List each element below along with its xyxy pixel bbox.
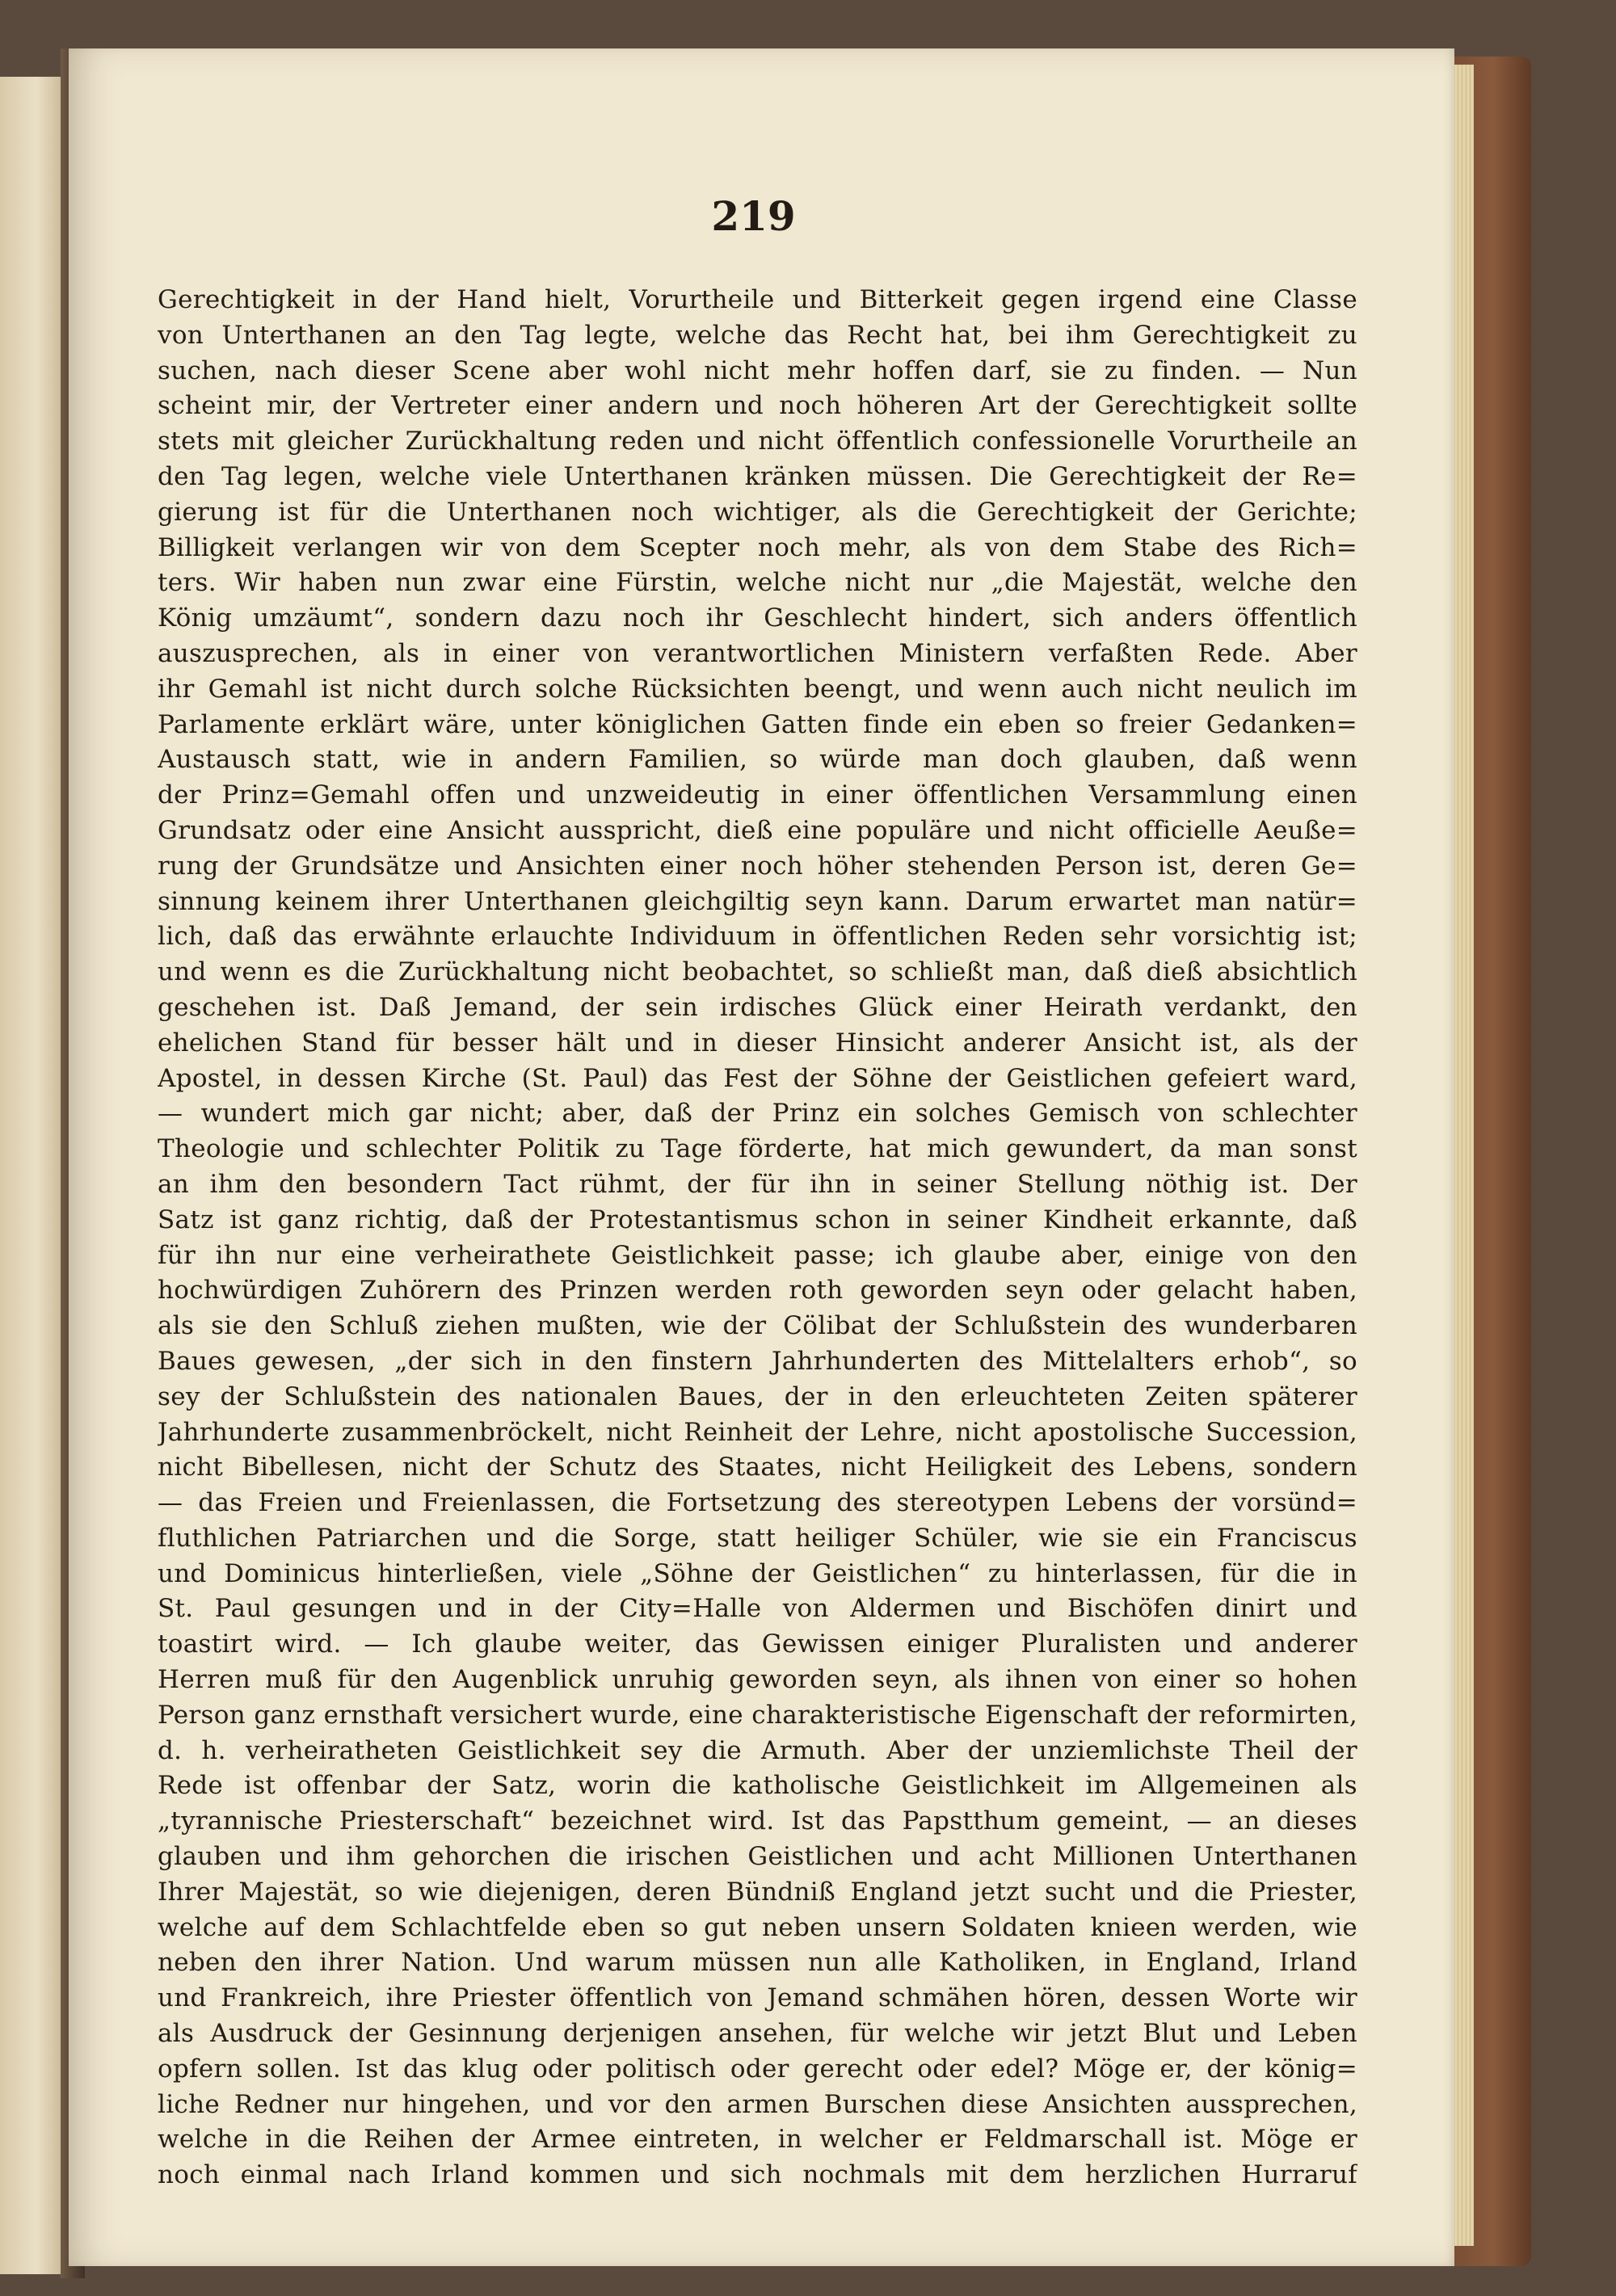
text-line: stets mit gleicher Zurückhaltung reden und nicht öffentlich confessionelle Vorurtheile an	[158, 427, 1357, 456]
text-line: ihr Gemahl ist nicht durch solche Rücksichten beengt, und wenn auch nicht neulich im	[158, 674, 1357, 704]
text-line: — wundert mich gar nicht; aber, daß der Prinz ein solches Gemisch von schlechter	[158, 1099, 1357, 1129]
text-line: und Dominicus hinterließen, viele „Söhne der Geistlichen“ zu hinterlassen, für die in	[158, 1558, 1357, 1588]
text-line: für ihn nur eine verheirathete Geistlichkeit passe; ich glaube aber, einige von den	[158, 1240, 1357, 1270]
text-line: St. Paul gesungen und in der City=Halle von Aldermen und Bischöfen dinirt und	[158, 1594, 1357, 1624]
text-line: an ihm den besondern Tact rühmt, der für ihn in seiner Stellung nöthig ist. Der	[158, 1169, 1357, 1199]
text-line: Satz ist ganz richtig, daß der Protestantismus schon in seiner Kindheit erkannte, daß	[158, 1205, 1357, 1234]
text-line: — das Freien und Freienlassen, die Fortsetzung des stereotypen Lebens der vorsünd=	[158, 1488, 1357, 1518]
text-line: den Tag legen, welche viele Unterthanen kränken müssen. Die Gerechtigkeit der Re=	[158, 461, 1357, 491]
text-line: noch einmal nach Irland kommen und sich nochmals mit dem herzlichen Hurraruf	[158, 2160, 1357, 2190]
text-line: fluthlichen Patriarchen und die Sorge, statt heiliger Schüler, wie sie ein Franciscus	[158, 1523, 1357, 1553]
text-line: Grundsatz oder eine Ansicht ausspricht, dieß eine populäre und nicht officielle Aeuße=	[158, 815, 1357, 845]
text-line: als sie den Schluß ziehen mußten, wie der Cölibat der Schlußstein des wunderbaren	[158, 1311, 1357, 1341]
text-line: scheint mir, der Vertreter einer andern und noch höheren Art der Gerechtigkeit sollte	[158, 391, 1357, 421]
text-line: welche in die Reihen der Armee eintreten, in welcher er Feldmarschall ist. Möge er	[158, 2125, 1357, 2155]
text-line: Theologie und schlechter Politik zu Tage förderte, hat mich gewundert, da man sonst	[158, 1134, 1357, 1164]
text-line: nicht Bibellesen, nicht der Schutz des Staates, nicht Heiligkeit des Lebens, sondern	[158, 1453, 1357, 1482]
text-line: Baues gewesen, „der sich in den finstern Jahrhunderten des Mittelalters erhob“, so	[158, 1346, 1357, 1376]
body-text	[158, 283, 1357, 2193]
text-line: geschehen ist. Daß Jemand, der sein irdisches Glück einer Heirath verdankt, den	[158, 992, 1357, 1022]
text-line: auszusprechen, als in einer von verantwortlichen Ministern verfaßten Rede. Aber	[158, 638, 1357, 668]
text-line: hochwürdigen Zuhörern des Prinzen werden roth geworden seyn oder gelacht haben,	[158, 1276, 1357, 1306]
text-line: Rede ist offenbar der Satz, worin die katholische Geistlichkeit im Allgemeinen als	[158, 1771, 1357, 1801]
text-line: der Prinz=Gemahl offen und unzweideutig in einer öffentlichen Versammlung einen	[158, 780, 1357, 810]
facing-page-edge	[0, 77, 62, 2274]
text-line: liche Redner nur hingehen, und vor den armen Burschen diese Ansichten aussprechen,	[158, 2089, 1357, 2119]
text-line: Apostel, in dessen Kirche (St. Paul) das Fest der Söhne der Geistlichen gefeiert ward,	[158, 1063, 1357, 1093]
text-line: rung der Grundsätze und Ansichten einer noch höher stehenden Person ist, deren Ge=	[158, 851, 1357, 881]
text-line: Austausch statt, wie in andern Familien, so würde man doch glauben, daß wenn	[158, 745, 1357, 775]
text-line: opfern sollen. Ist das klug oder politisch oder gerecht oder edel? Möge er, der könig=	[158, 2054, 1357, 2084]
text-line: von Unterthanen an den Tag legte, welche das Recht hat, bei ihm Gerechtigkeit zu	[158, 320, 1357, 350]
text-line: König umzäumt“, sondern dazu noch ihr Geschlecht hindert, sich anders öffentlich	[158, 603, 1357, 633]
text-line: und Frankreich, ihre Priester öffentlich von Jemand schmähen hören, dessen Worte wir	[158, 1983, 1357, 2013]
text-line: neben den ihrer Nation. Und warum müssen nun alle Katholiken, in England, Irland	[158, 1948, 1357, 1978]
text-line: sey der Schlußstein des nationalen Baues, der in den erleuchteten Zeiten späterer	[158, 1381, 1357, 1411]
text-line: Parlamente erklärt wäre, unter königlichen Gatten finde ein eben so freier Gedanken=	[158, 709, 1357, 739]
page-number: 219	[711, 192, 796, 240]
text-line: Jahrhunderte zusammenbröckelt, nicht Reinheit der Lehre, nicht apostolische Succession,	[158, 1417, 1357, 1447]
text-line: gierung ist für die Unterthanen noch wichtiger, als die Gerechtigkeit der Gerichte;	[158, 497, 1357, 527]
text-line: Gerechtigkeit in der Hand hielt, Vorurtheile und Bitterkeit gegen irgend eine Classe	[158, 285, 1357, 314]
text-line: Herren muß für den Augenblick unruhig geworden seyn, als ihnen von einer so hohen	[158, 1665, 1357, 1695]
text-line: „tyrannische Priesterschaft“ bezeichnet wird. Ist das Papstthum gemeint, — an dieses	[158, 1806, 1357, 1836]
text-line: glauben und ihm gehorchen die irischen Geistlichen und acht Millionen Unterthanen	[158, 1842, 1357, 1872]
text-line: Person ganz ernsthaft versichert wurde, eine charakteristische Eigenschaft der reformirten,	[158, 1700, 1357, 1730]
text-line: ters. Wir haben nun zwar eine Fürstin, welche nicht nur „die Majestät, welche den	[158, 568, 1357, 598]
text-line: Ihrer Majestät, so wie diejenigen, deren Bündniß England jetzt sucht und die Priester,	[158, 1877, 1357, 1907]
text-line: toastirt wird. — Ich glaube weiter, das Gewissen einiger Pluralisten und anderer	[158, 1629, 1357, 1659]
text-line: ehelichen Stand für besser hält und in dieser Hinsicht anderer Ansicht ist, als der	[158, 1028, 1357, 1058]
text-line: sinnung keinem ihrer Unterthanen gleichgiltig seyn kann. Darum erwartet man natür=	[158, 886, 1357, 916]
text-line: und wenn es die Zurückhaltung nicht beobachtet, so schließt man, daß dieß absichtlich	[158, 957, 1357, 987]
text-line: d. h. verheiratheten Geistlichkeit sey die Armuth. Aber der unziemlichste Theil der	[158, 1735, 1357, 1765]
text-line: suchen, nach dieser Scene aber wohl nicht mehr hoffen darf, sie zu finden. — Nun	[158, 355, 1357, 385]
text-line: Billigkeit verlangen wir von dem Scepter noch mehr, als von dem Stabe des Rich=	[158, 532, 1357, 562]
text-line: lich, daß das erwähnte erlauchte Individuum in öffentlichen Reden sehr vorsichtig ist;	[158, 922, 1357, 952]
book-page	[69, 48, 1454, 2266]
text-line: als Ausdruck der Gesinnung derjenigen ansehen, für welche wir jetzt Blut und Leben	[158, 2019, 1357, 2049]
text-line: welche auf dem Schlachtfelde eben so gut neben unsern Soldaten knieen werden, wie	[158, 1912, 1357, 1942]
